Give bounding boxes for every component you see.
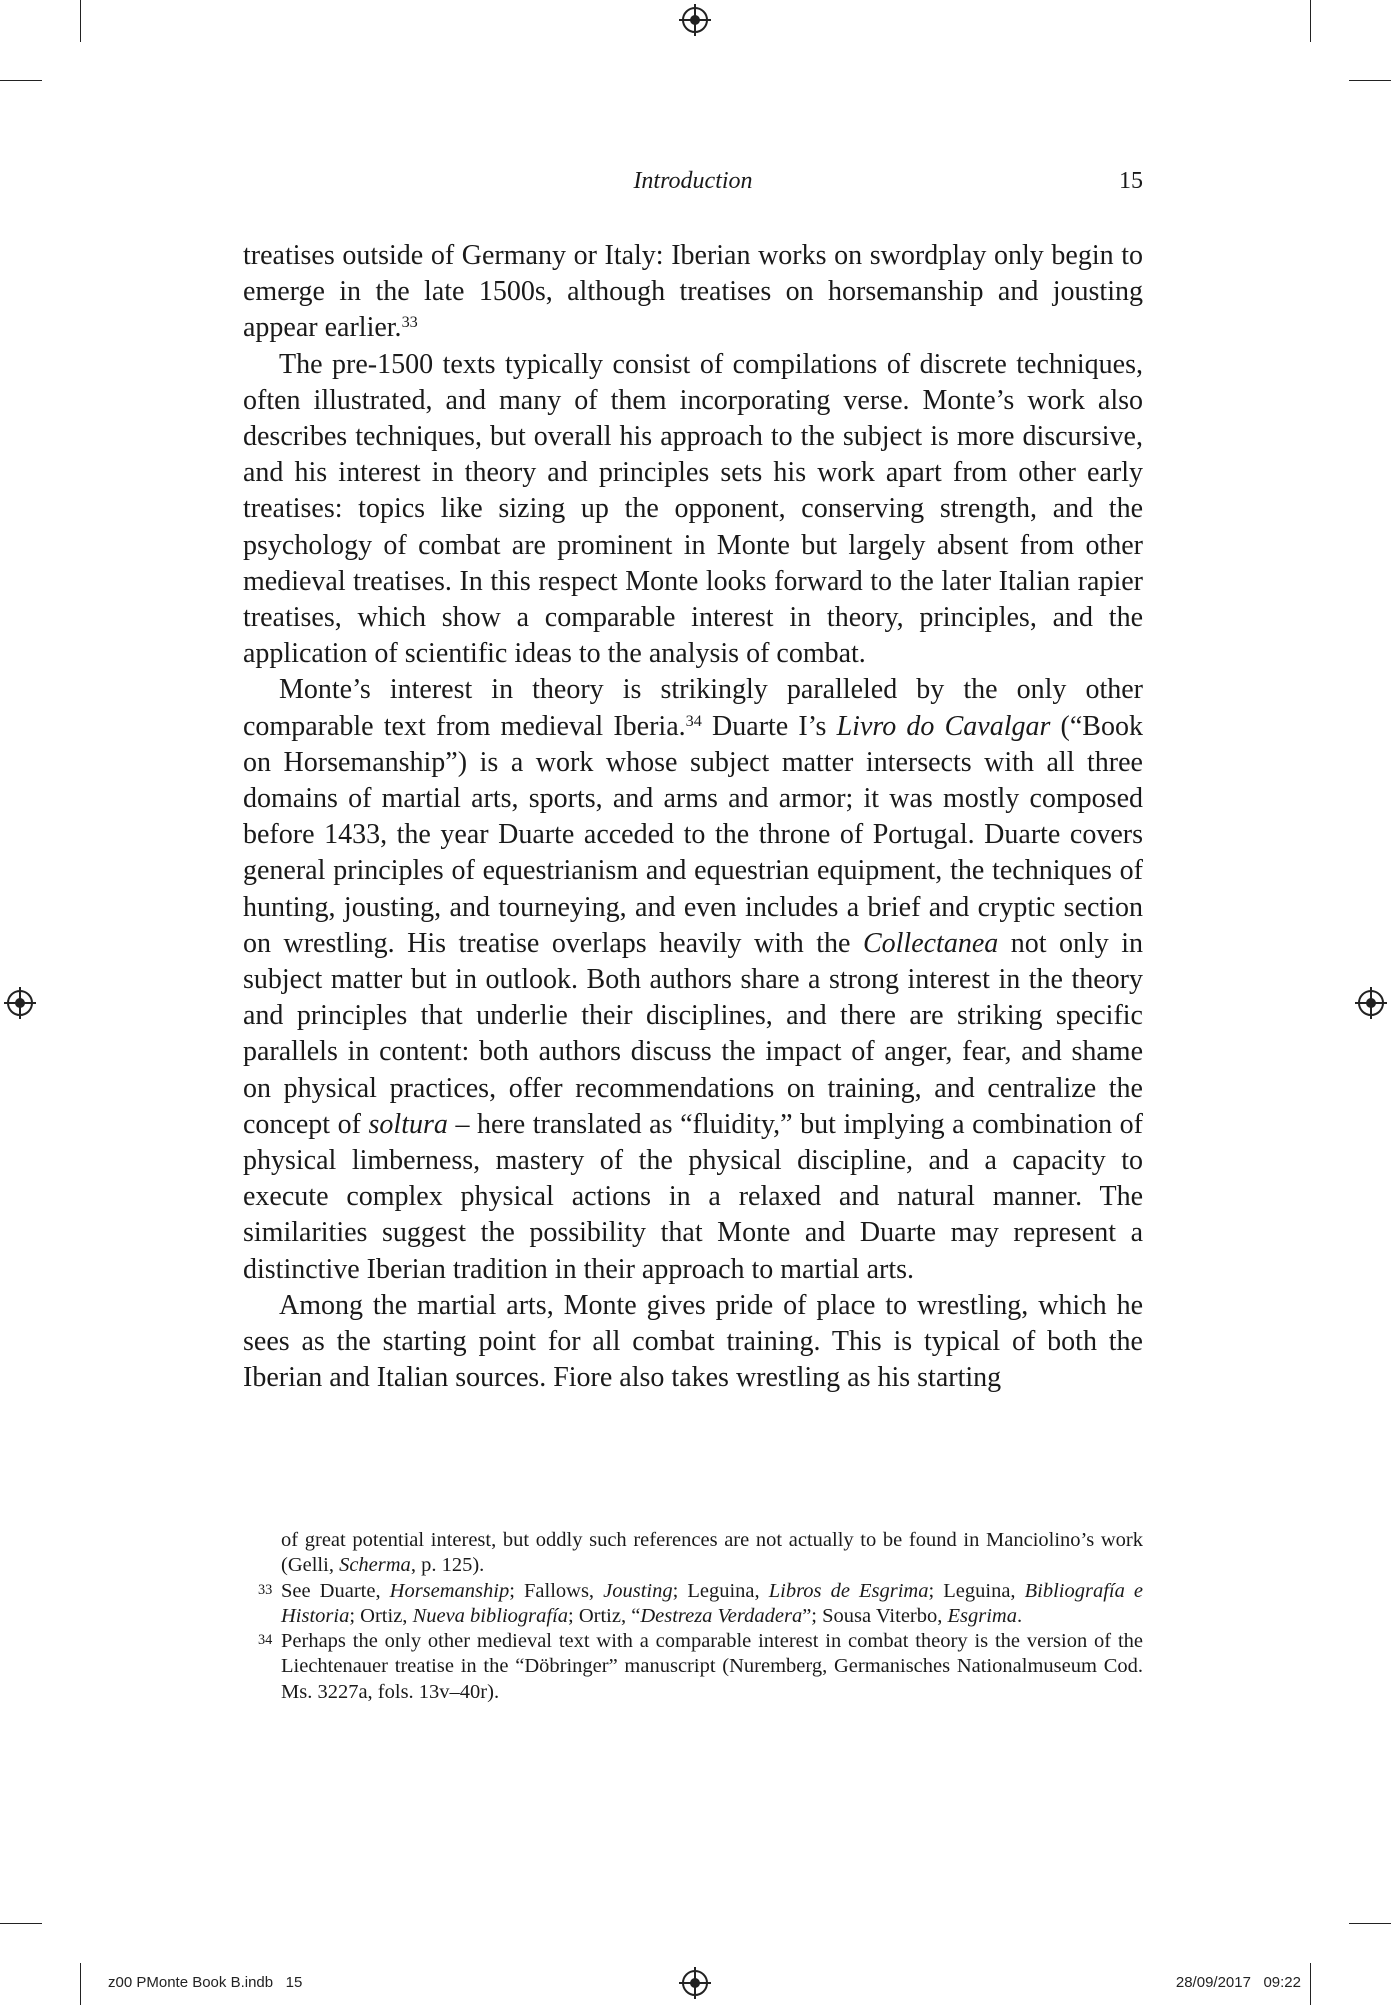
crop-mark-top-right-v bbox=[1310, 0, 1311, 42]
paragraph-3: Monte’s interest in theory is strikingly paralleled by the only other comparable text from medieval Iberia.$^{34}$ Duarte I’s Livro do Cavalgar (“Book on Horsemanship”) is a work whose subject matter intersects with all three domains of martial arts, sports, and arms and armor; it was mostly composed before 1433, the year Duarte acceded to the throne of Portugal. Duarte covers general principles of equestrianism and equestrian equipment, the techniques of hunting, jousting, and tourneying, and even includes a brief and cryptic section on wrestling. His treatise overlaps heavily with the Collectanea not only in subject matter but in outlook. Both authors share a strong interest in the theory and principles that underlie their disciplines, and there are striking specific parallels in content: both authors discuss the impact of anger, fear, and shame on physical practices, offer recommendations on training, and centralize the concept of soltura – here translated as “fluidity,” but implying a combination of physical limberness, mastery of the physical discipline, and a capacity to execute complex physical actions in a relaxed and natural manner. The similarities suggest the possibility that Monte and Duarte may represent a distinctive Iberian tradition in their approach to martial arts. bbox=[243, 674, 1143, 1285]
slug-filename: z00 PMonte Book B.indb 15 bbox=[108, 1974, 303, 1991]
footnote-34: 34 Perhaps the only other medieval text with a comparable interest in combat theory is the version of the Liechtenauer treatise in the “Döbringer” manuscript (Nuremberg, Germanisches Nationalmuseum Cod. Ms. 3227a, fols. 13v–40r). bbox=[258, 1630, 1143, 1703]
footnote-continuation: of great potential interest, but oddly such references are not actually to be found in Manciolino’s work (Gelli, Scherma, p. 125). bbox=[281, 1529, 1143, 1577]
footnote-number: 34 bbox=[258, 1632, 273, 1649]
footnote-number: 33 bbox=[258, 1581, 273, 1598]
footnote-33: 33 See Duarte, Horsemanship; Fallows, Jousting; Leguina, Libros de Esgrima; Leguina, Bibliografía e Historia; Ortiz, Nueva bibliografía; Ortiz, “Destreza Verdadera”; Sousa Viterbo, Esgrima. bbox=[258, 1579, 1144, 1627]
paragraph-4: Among the martial arts, Monte gives pride of place to wrestling, which he sees as the starting point for all combat training. This is typical of both the Iberian and Italian sources. Fiore also takes wrestling as his starting bbox=[243, 1289, 1143, 1394]
crop-mark-bottom-left-v bbox=[80, 1963, 81, 2005]
term: soltura bbox=[368, 1108, 448, 1140]
paragraph-2: The pre-1500 texts typically consist of compilations of discrete techniques, often illustrated, and many of them incorporating verse. Monte’s work also describes techniques, but overall his approach to the subject is more discursive, and his interest in theory and principles sets his work apart from other early treatises: topics like sizing up the opponent, conserving strength, and the psychology of combat are prominent in Monte but largely absent from other medieval treatises. In this respect Monte looks forward to the later Italian rapier treatises, which show a comparable interest in theory, principles, and the application of scientific ideas to the analysis of combat. bbox=[243, 348, 1143, 670]
crop-mark-bottom-left-h bbox=[0, 1923, 42, 1924]
registration-mark-bottom-icon bbox=[682, 1970, 708, 1996]
registration-mark-left-icon bbox=[7, 990, 33, 1016]
page-number: 15 bbox=[1119, 168, 1143, 194]
crop-mark-bottom-right-v bbox=[1310, 1963, 1311, 2005]
footnotes bbox=[243, 1528, 1143, 1705]
note-ref-33[interactable]: 33 bbox=[401, 313, 418, 332]
crop-mark-top-right-h bbox=[1349, 80, 1391, 81]
note-ref-34[interactable]: 34 bbox=[685, 711, 702, 730]
running-head-title: Introduction bbox=[633, 168, 753, 194]
slug-datetime: 28/09/2017 09:22 bbox=[1175, 1974, 1301, 1991]
work-title: Livro do Cavalgar bbox=[836, 710, 1051, 742]
crop-mark-top-left-v bbox=[80, 0, 81, 42]
work-title: Collectanea bbox=[862, 927, 999, 959]
paragraph-1: treatises outside of Germany or Italy: Iberian works on swordplay only begin to emerge in the late 1500s, although treatises on horsemanship and jousting appear earlier.$^{33}$ bbox=[243, 240, 1143, 344]
running-head bbox=[243, 168, 1143, 198]
registration-mark-right-icon bbox=[1358, 990, 1384, 1016]
main-text bbox=[243, 238, 1143, 1397]
registration-mark-top-icon bbox=[682, 7, 708, 33]
crop-mark-top-left-h bbox=[0, 80, 42, 81]
crop-mark-bottom-right-h bbox=[1349, 1923, 1391, 1924]
